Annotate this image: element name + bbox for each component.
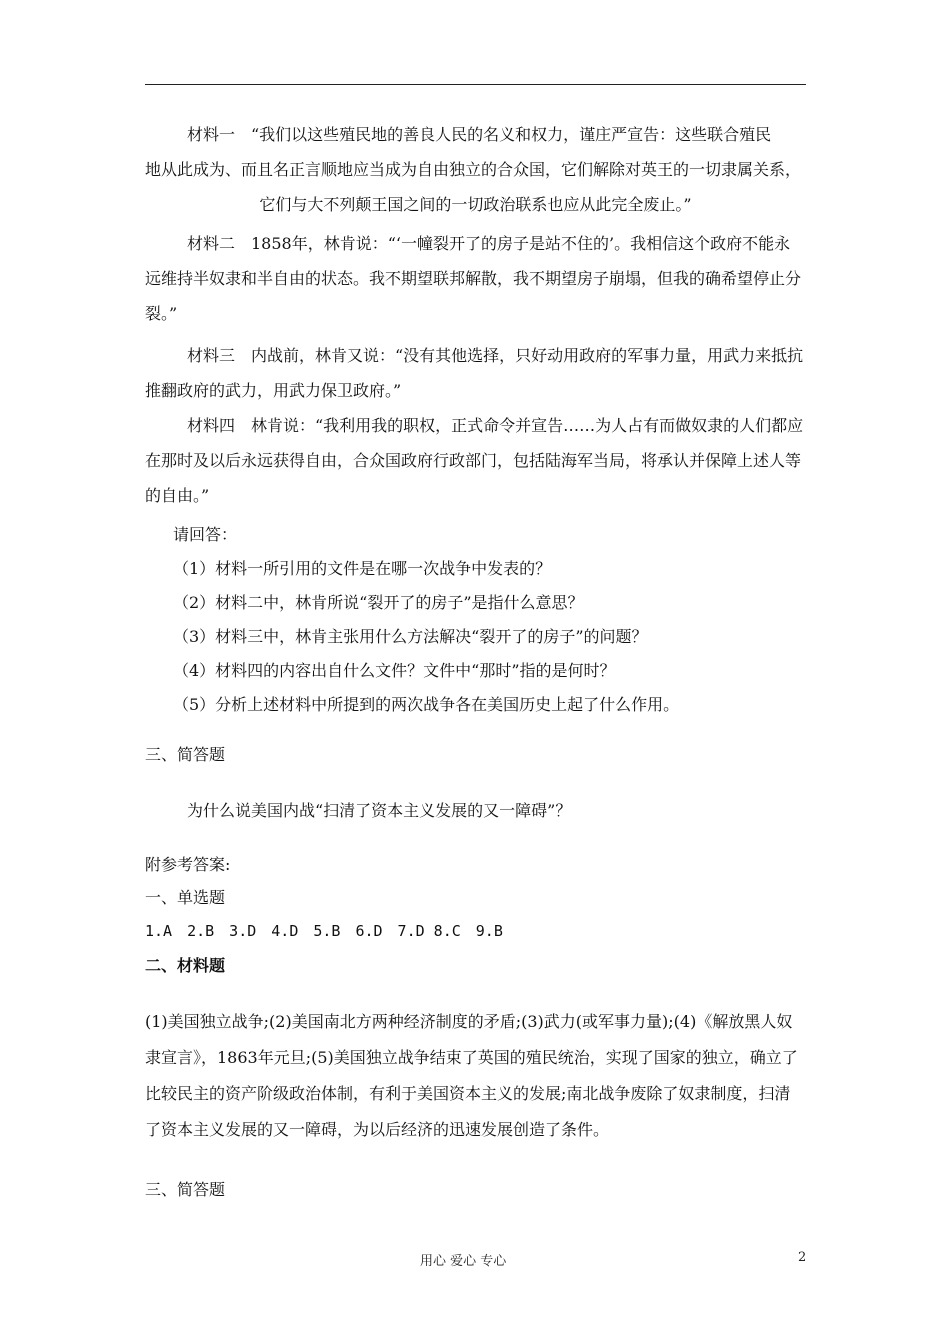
answers-section-2-title: 二、材料题 — [145, 956, 226, 975]
section-3-question: 为什么说美国内战“扫清了资本主义发展的又一障碍”？ — [187, 801, 572, 820]
header-rule — [145, 84, 806, 85]
question-2: （2）材料二中，林肯所说“裂开了的房子”是指什么意思？ — [173, 593, 584, 612]
question-intro: 请回答： — [173, 525, 238, 544]
answers-section-1-title: 一、单选题 — [145, 888, 226, 907]
page-number: 2 — [798, 1250, 807, 1265]
answers-heading: 附参考答案: — [145, 855, 231, 874]
question-3: （3）材料三中，林肯主张用什么方法解决“裂开了的房子”的问题？ — [173, 627, 648, 646]
question-5: （5）分析上述材料中所提到的两次战争各在美国历史上起了什么作用。 — [173, 695, 680, 714]
answers-section-2-text: (1)美国独立战争;(2)美国南北方两种经济制度的矛盾;(3)武力(或军事力量);(4)《解放黑人奴隶宣言》，1863年元旦;(5)美国独立战争结束了英国的殖民统治，实现了国家的独立，确立了比较民主的资产阶级政治体制，有利于美国资本主义的发展;南北战争废除了奴隶制度，扫清了资本主义发展的又一障碍，为以后经济的迅速发展创造了条件。 — [145, 1012, 798, 1139]
material-three: 材料三 内战前，林肯又说：“没有其他选择，只好动用政府的军事力量，用武力来抵抗推翻政府的武力，用武力保卫政府。” — [145, 346, 804, 400]
material-one-line-2: 地从此成为、而且名正言顺地应当成为自由独立的合众国，它们解除对英王的一切隶属关系， — [145, 160, 802, 179]
question-list — [145, 518, 834, 722]
footer-motto: 用心 爱心 专心 — [420, 1254, 507, 1269]
material-two: 材料二 1858年，林肯说：“‘一幢裂开了的房子是站不住的’。我相信这个政府不能永远维持半奴隶和半自由的状态。我不期望联邦解散，我不期望房子崩塌，但我的确希望停止分裂。” — [145, 234, 802, 323]
material-one-line-1: 材料一 “我们以这些殖民地的善良人民的名义和权力，谨庄严宣告：这些联合殖民 — [187, 125, 772, 144]
answers-section-1-list: 1.A 2.B 3.D 4.D 5.B 6.D 7.D 8.C 9.B — [145, 922, 503, 940]
question-1: （1）材料一所引用的文件是在哪一次战争中发表的？ — [173, 559, 552, 578]
section-3-title: 三、简答题 — [145, 745, 226, 764]
material-one-line-3: 它们与大不列颠王国之间的一切政治联系也应从此完全废止。” — [259, 195, 692, 214]
answers-section-3-title: 三、简答题 — [145, 1180, 226, 1199]
material-one — [145, 117, 806, 222]
material-four: 材料四 林肯说：“我利用我的职权，正式命令并宣告……为人占有而做奴隶的人们都应在那时及以后永远获得自由，合众国政府行政部门，包括陆海军当局，将承认并保障上述人等的自由。” — [145, 416, 804, 505]
question-4: （4）材料四的内容出自什么文件？文件中“那时”指的是何时？ — [173, 661, 616, 680]
